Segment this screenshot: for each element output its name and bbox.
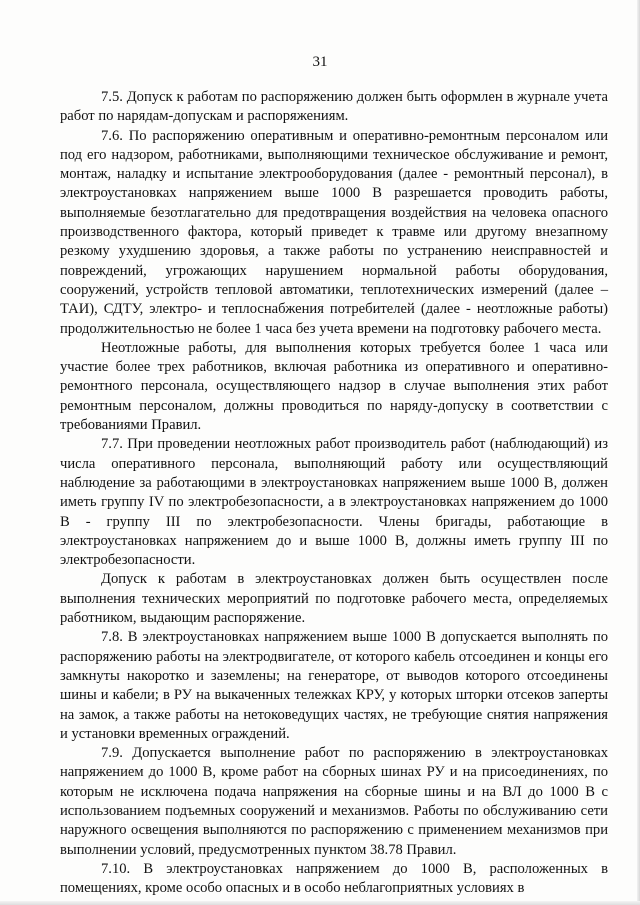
paragraph-7-6: 7.6. По распоряжению оперативным и оперативно-ремонтным персоналом или под его надзором, работниками, выполняющими техническое обслуживание и ремонт, монтаж, наладку и испытание электрооборудования (далее - ремонтный персонал), в электроустановках напряжением выше 1000 В разрешается проводить работы, выполняемые безотлагательно для предотвращения воздействия на человека опасного производственного фактора, который приведет к травме или другому внезапному резкому ухудшению здоровья, а также работы по устранению неисправностей и повреждений, угрожающих нарушением нормальной работы оборудования, сооружений, устройств тепловой автоматики, теплотехнических измерений (далее – ТАИ), СДТУ, электро- и теплоснабжения потребителей (далее - неотложные работы) продолжительностью не более 1 часа без учета времени на подготовку рабочего места. xyxy=(60,127,608,337)
paragraph-7-9: 7.9. Допускается выполнение работ по распоряжению в электроустановках напряжением до 1000 В, кроме работ на сборных шинах РУ и на присоединениях, по которым не исключена подача напряжения на сборные шины и на ВЛ до 1000 В с использованием подъемных сооружений и механизмов. Работы по обслуживанию сети наружного освещения выполняются по распоряжению с применением механизмов при выполнении условий, предусмотренных пунктом 38.78 Правил. xyxy=(60,745,608,858)
paragraph-admission: Допуск к работам в электроустановках должен быть осуществлен после выполнения технических мероприятий по подготовке рабочего места, определяемых работником, выдающим распоряжение. xyxy=(60,571,608,627)
document-body xyxy=(60,88,608,898)
paragraph-7-10: 7.10. В электроустановках напряжением до 1000 В, расположенных в помещениях, кроме особо опасных и в особо неблагоприятных условиях в xyxy=(60,860,608,897)
scan-bottom-shadow xyxy=(0,901,640,905)
paragraph-7-8: 7.8. В электроустановках напряжением выше 1000 В допускается выполнять по распоряжению работы на электродвигателе, от которого кабель отсоединен и концы его замкнуты накоротко и заземлены; на генераторе, от выводов которого отсоединены шины и кабели; в РУ на выкаченных тележках КРУ, у которых шторки отсеков заперты на замок, а также работы на нетоковедущих частях, не требующие снятия напряжения и установки временных ограждений. xyxy=(60,629,608,742)
paragraph-7-7: 7.7. При проведении неотложных работ производитель работ (наблюдающий) из числа оперативного персонала, выполняющий работу или осуществляющий наблюдение за работающими в электроустановках напряжением выше 1000 В, должен иметь группу IV по электробезопасности, а в электроустановках напряжением до 1000 В - группу III по электробезопасности. Члены бригады, работающие в электроустановках напряжением до и выше 1000 В, должны иметь группу III по электробезопасности. xyxy=(60,436,608,569)
page-number: 31 xyxy=(312,54,328,70)
paragraph-urgent-works: Неотложные работы, для выполнения которых требуется более 1 часа или участие более трех работников, включая работника из оперативного и оперативно-ремонтного персонала, осуществляющего надзор в случае выполнения этих работ ремонтным персоналом, должны проводиться по наряду-допуску в соответствии с требованиями Правил. xyxy=(60,339,608,434)
paragraph-7-5: 7.5. Допуск к работам по распоряжению должен быть оформлен в журнале учета работ по нарядам-допускам и распоряжениям. xyxy=(60,89,608,125)
